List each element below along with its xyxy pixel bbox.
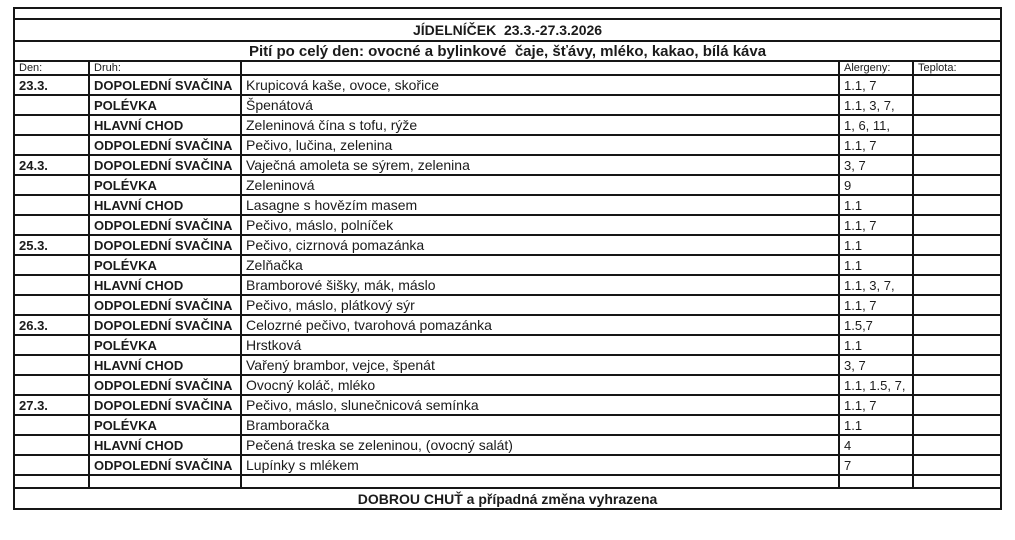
cell-den: 27.3.	[14, 395, 89, 415]
cell-alergeny	[839, 475, 913, 488]
cell-teplota	[913, 75, 1001, 95]
column-header-jidlo	[241, 61, 839, 75]
cell-den: 24.3.	[14, 155, 89, 175]
cell-den	[14, 275, 89, 295]
cell-teplota	[913, 215, 1001, 235]
column-header-alergeny: Alergeny:	[839, 61, 913, 75]
cell-den	[14, 415, 89, 435]
cell-druh: HLAVNÍ CHOD	[89, 115, 241, 135]
cell-alergeny: 7	[839, 455, 913, 475]
cell-den	[14, 175, 89, 195]
cell-teplota	[913, 95, 1001, 115]
table-row	[14, 195, 1001, 215]
cell-jidlo: Vařený brambor, vejce, špenát	[241, 355, 839, 375]
cell-druh: POLÉVKA	[89, 255, 241, 275]
cell-alergeny: 3, 7	[839, 155, 913, 175]
cell-jidlo: Pečivo, cizrnová pomazánka	[241, 235, 839, 255]
cell-alergeny: 1.1	[839, 235, 913, 255]
table-row	[14, 115, 1001, 135]
cell-druh: ODPOLEDNÍ SVAČINA	[89, 295, 241, 315]
page-title: JÍDELNÍČEK 23.3.-27.3.2026	[14, 19, 1001, 41]
cell-druh: DOPOLEDNÍ SVAČINA	[89, 155, 241, 175]
cell-druh	[89, 475, 241, 488]
cell-alergeny: 1.1, 3, 7,	[839, 275, 913, 295]
cell-alergeny: 1.1, 7	[839, 135, 913, 155]
cell-teplota	[913, 455, 1001, 475]
cell-druh: HLAVNÍ CHOD	[89, 275, 241, 295]
cell-alergeny: 1.1	[839, 195, 913, 215]
cell-jidlo: Bramboračka	[241, 415, 839, 435]
cell-druh: HLAVNÍ CHOD	[89, 195, 241, 215]
cell-teplota	[913, 175, 1001, 195]
cell-den	[14, 115, 89, 135]
cell-jidlo: Lupínky s mlékem	[241, 455, 839, 475]
column-header-druh: Druh:	[89, 61, 241, 75]
menu-footer-body	[14, 488, 1001, 509]
cell-alergeny: 1.5,7	[839, 315, 913, 335]
footer-row	[14, 488, 1001, 509]
cell-teplota	[913, 115, 1001, 135]
column-header-den: Den:	[14, 61, 89, 75]
cell-den	[14, 215, 89, 235]
cell-jidlo: Krupicová kaše, ovoce, skořice	[241, 75, 839, 95]
cell-teplota	[913, 135, 1001, 155]
cell-teplota	[913, 155, 1001, 175]
table-row	[14, 75, 1001, 95]
spacer-row	[14, 8, 1001, 19]
table-row	[14, 395, 1001, 415]
cell-jidlo: Pečivo, lučina, zelenina	[241, 135, 839, 155]
cell-teplota	[913, 195, 1001, 215]
cell-jidlo: Pečivo, máslo, polníček	[241, 215, 839, 235]
cell-den	[14, 95, 89, 115]
cell-druh: ODPOLEDNÍ SVAČINA	[89, 135, 241, 155]
cell-den	[14, 355, 89, 375]
cell-jidlo: Bramborové šišky, mák, máslo	[241, 275, 839, 295]
cell-alergeny: 1.1, 1.5, 7,	[839, 375, 913, 395]
menu-sheet	[13, 7, 1000, 510]
cell-druh: ODPOLEDNÍ SVAČINA	[89, 375, 241, 395]
subtitle-row	[14, 41, 1001, 61]
cell-den	[14, 375, 89, 395]
cell-den	[14, 455, 89, 475]
cell-alergeny: 1.1	[839, 255, 913, 275]
cell-jidlo: Špenátová	[241, 95, 839, 115]
table-row	[14, 315, 1001, 335]
cell-teplota	[913, 275, 1001, 295]
cell-alergeny: 1.1	[839, 335, 913, 355]
table-row	[14, 435, 1001, 455]
cell-den	[14, 255, 89, 275]
cell-teplota	[913, 235, 1001, 255]
column-header-row	[14, 61, 1001, 75]
cell-jidlo: Lasagne s hovězím masem	[241, 195, 839, 215]
menu-table	[13, 7, 1002, 510]
cell-teplota	[913, 355, 1001, 375]
cell-jidlo	[241, 475, 839, 488]
table-row	[14, 135, 1001, 155]
cell-teplota	[913, 315, 1001, 335]
drinks-note: Pití po celý den: ovocné a bylinkové čaje, šťávy, mléko, kakao, bílá káva	[14, 41, 1001, 61]
cell-jidlo: Hrstková	[241, 335, 839, 355]
table-row	[14, 455, 1001, 475]
cell-alergeny: 1.1, 7	[839, 75, 913, 95]
title-row	[14, 19, 1001, 41]
cell-den	[14, 195, 89, 215]
cell-jidlo: Pečivo, máslo, plátkový sýr	[241, 295, 839, 315]
cell-teplota	[913, 415, 1001, 435]
cell-druh: DOPOLEDNÍ SVAČINA	[89, 395, 241, 415]
table-row	[14, 175, 1001, 195]
cell-teplota	[913, 435, 1001, 455]
cell-teplota	[913, 475, 1001, 488]
cell-druh: POLÉVKA	[89, 175, 241, 195]
cell-alergeny: 4	[839, 435, 913, 455]
table-row	[14, 235, 1001, 255]
cell-alergeny: 1.1, 7	[839, 395, 913, 415]
cell-alergeny: 1, 6, 11,	[839, 115, 913, 135]
table-row	[14, 475, 1001, 488]
cell-den	[14, 295, 89, 315]
cell-alergeny: 1.1, 7	[839, 215, 913, 235]
cell-den	[14, 435, 89, 455]
table-row	[14, 275, 1001, 295]
cell-teplota	[913, 335, 1001, 355]
cell-alergeny: 1.1	[839, 415, 913, 435]
cell-druh: POLÉVKA	[89, 335, 241, 355]
cell-druh: HLAVNÍ CHOD	[89, 355, 241, 375]
cell-druh: ODPOLEDNÍ SVAČINA	[89, 455, 241, 475]
cell-teplota	[913, 255, 1001, 275]
spacer-cell	[14, 8, 1001, 19]
column-header-teplota: Teplota:	[913, 61, 1001, 75]
footer-note: DOBROU CHUŤ a případná změna vyhrazena	[14, 488, 1001, 509]
cell-jidlo: Zeleninová	[241, 175, 839, 195]
table-row	[14, 295, 1001, 315]
cell-teplota	[913, 375, 1001, 395]
cell-jidlo: Celozrné pečivo, tvarohová pomazánka	[241, 315, 839, 335]
cell-druh: DOPOLEDNÍ SVAČINA	[89, 235, 241, 255]
cell-den: 23.3.	[14, 75, 89, 95]
cell-den	[14, 135, 89, 155]
table-row	[14, 155, 1001, 175]
cell-jidlo: Vaječná amoleta se sýrem, zelenina	[241, 155, 839, 175]
table-row	[14, 355, 1001, 375]
cell-druh: ODPOLEDNÍ SVAČINA	[89, 215, 241, 235]
cell-teplota	[913, 395, 1001, 415]
table-row	[14, 95, 1001, 115]
cell-druh: DOPOLEDNÍ SVAČINA	[89, 315, 241, 335]
cell-jidlo: Pečená treska se zeleninou, (ovocný salát)	[241, 435, 839, 455]
cell-jidlo: Zeleninová čína s tofu, rýže	[241, 115, 839, 135]
cell-druh: POLÉVKA	[89, 95, 241, 115]
cell-druh: DOPOLEDNÍ SVAČINA	[89, 75, 241, 95]
cell-den	[14, 335, 89, 355]
table-row	[14, 375, 1001, 395]
cell-alergeny: 3, 7	[839, 355, 913, 375]
cell-den: 26.3.	[14, 315, 89, 335]
cell-jidlo: Ovocný koláč, mléko	[241, 375, 839, 395]
cell-jidlo: Zelňačka	[241, 255, 839, 275]
cell-alergeny: 1.1, 7	[839, 295, 913, 315]
cell-teplota	[913, 295, 1001, 315]
cell-alergeny: 9	[839, 175, 913, 195]
cell-alergeny: 1.1, 3, 7,	[839, 95, 913, 115]
cell-jidlo: Pečivo, máslo, slunečnicová semínka	[241, 395, 839, 415]
cell-den: 25.3.	[14, 235, 89, 255]
table-row	[14, 335, 1001, 355]
table-row	[14, 255, 1001, 275]
table-row	[14, 215, 1001, 235]
cell-druh: POLÉVKA	[89, 415, 241, 435]
cell-druh: HLAVNÍ CHOD	[89, 435, 241, 455]
table-row	[14, 415, 1001, 435]
cell-den	[14, 475, 89, 488]
